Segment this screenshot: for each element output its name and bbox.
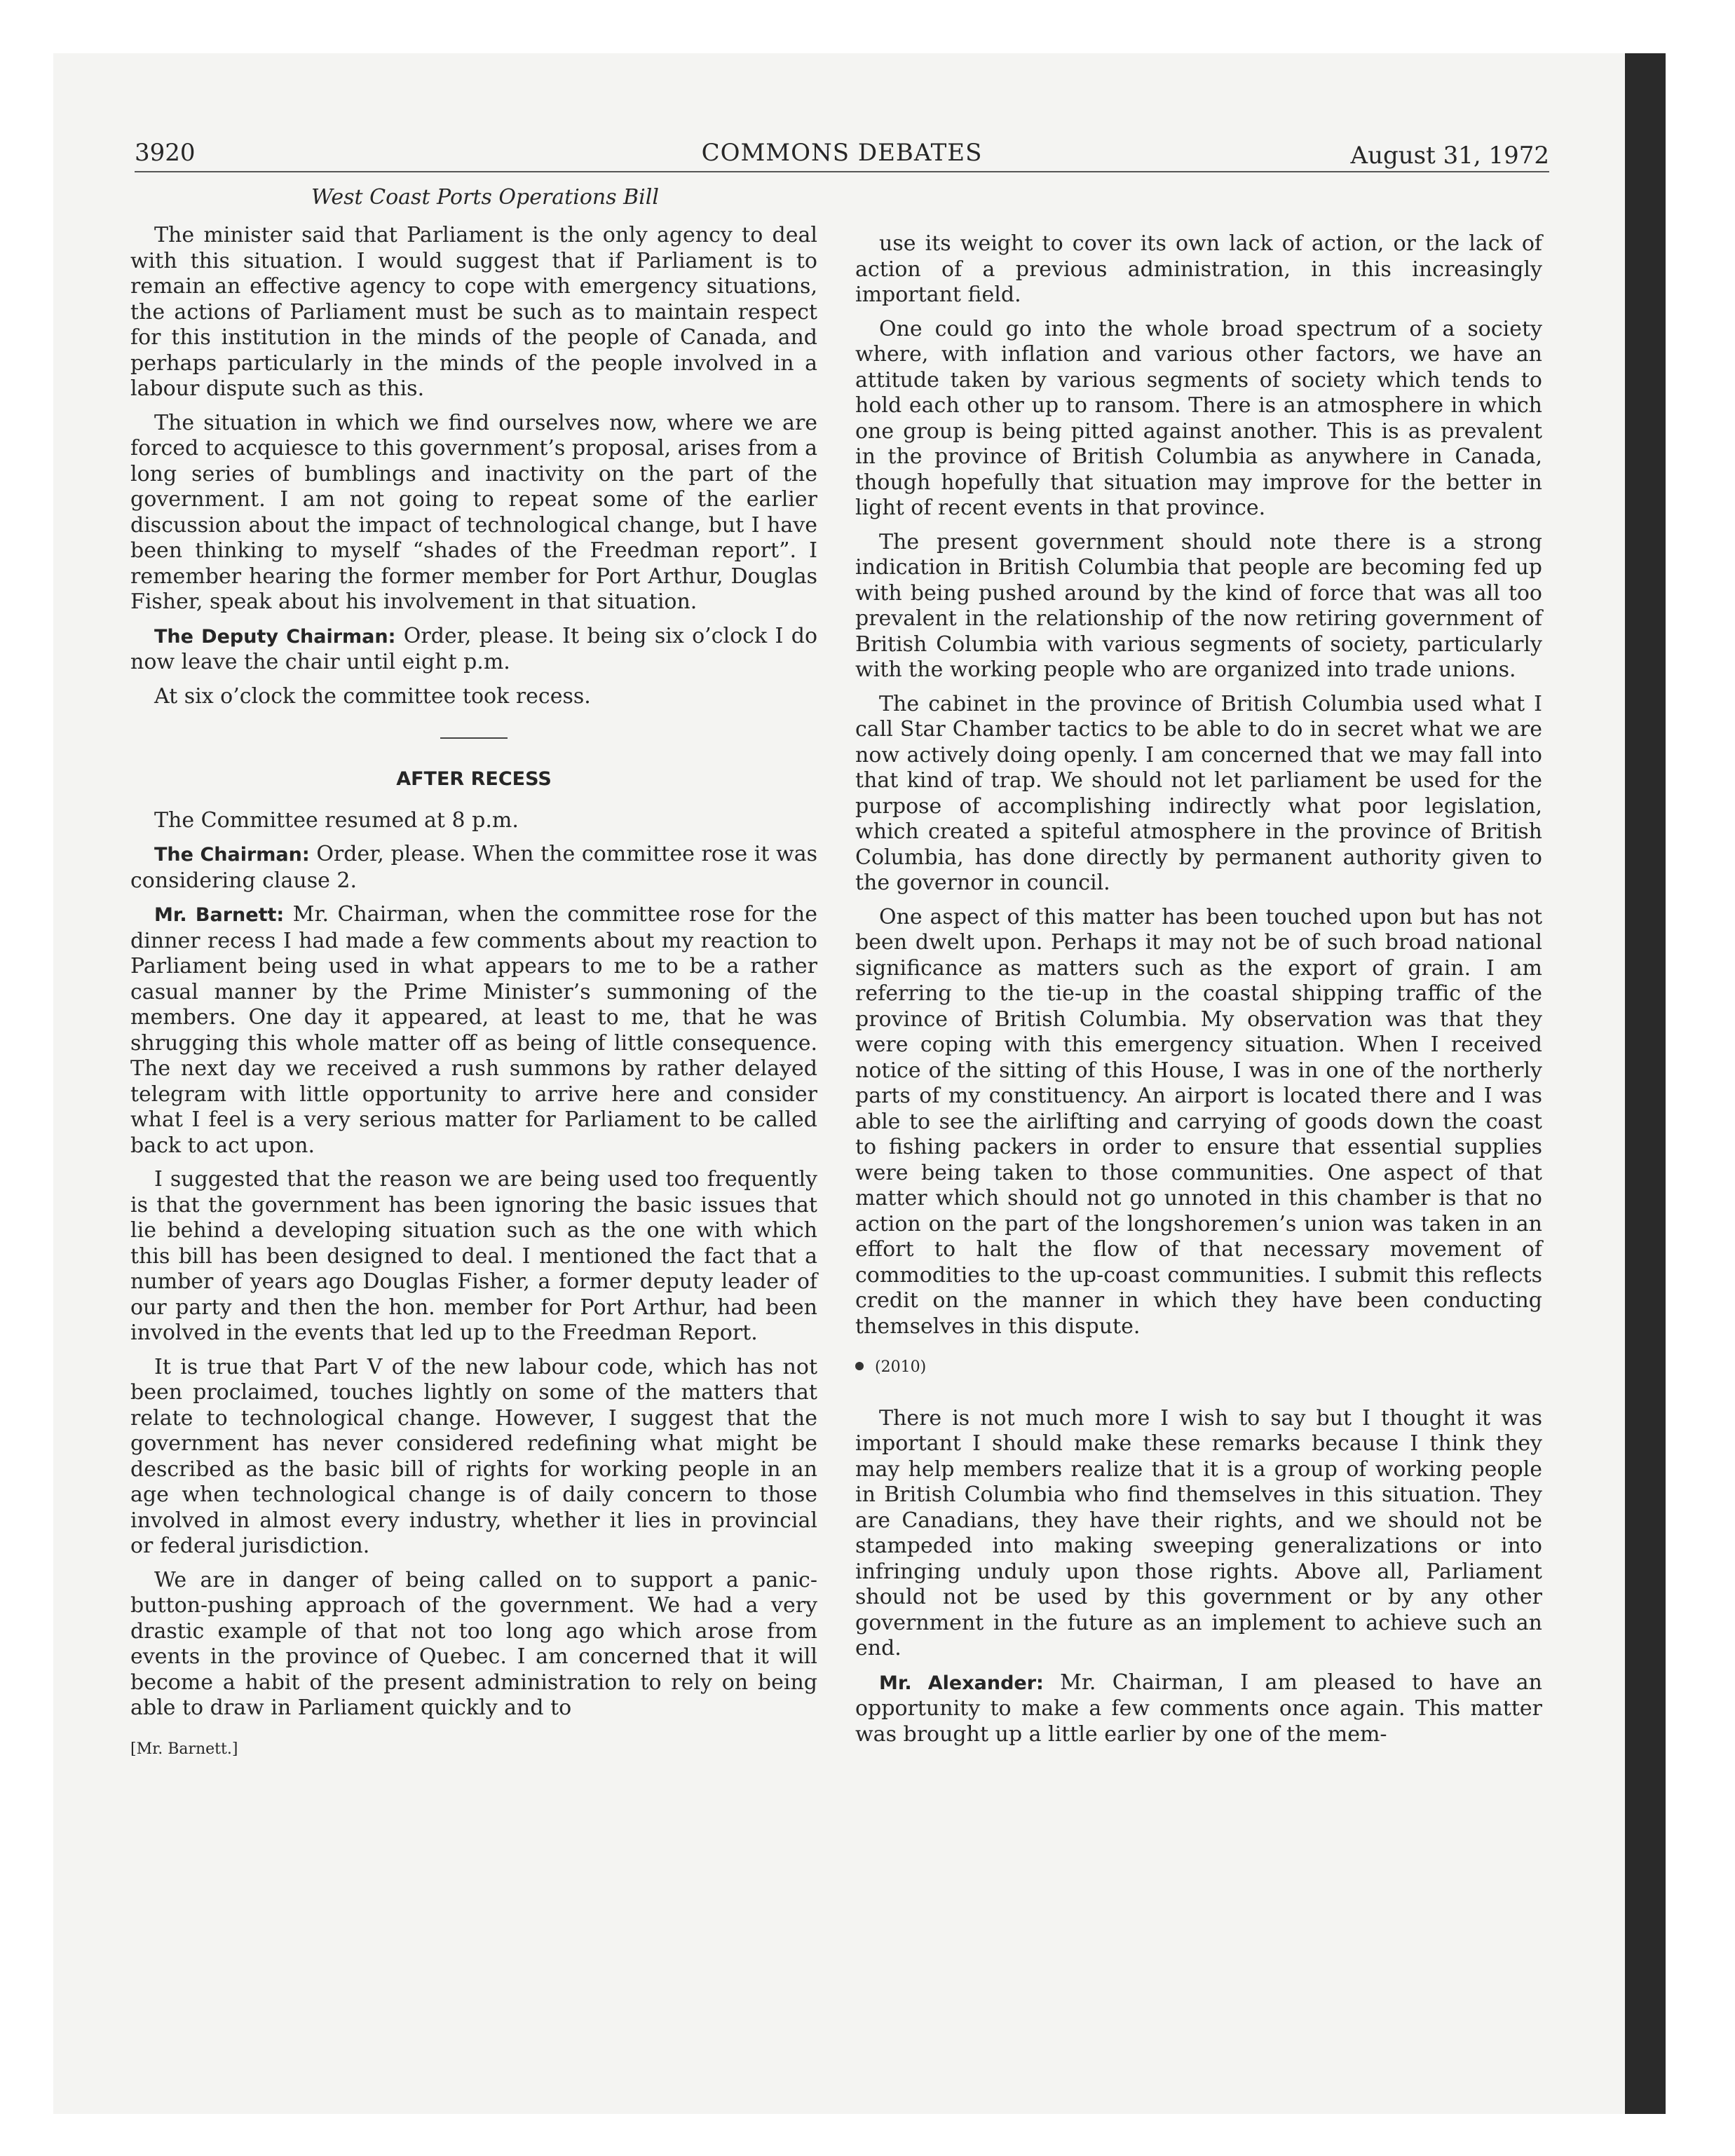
paragraph: I suggested that the reason we are being used too frequently is that the government has been ignoring the basic issues that lie behind a developing situation such as the one with which this bill has been designed to deal. I mentioned the fact that a number of years ago Douglas Fisher, a former deputy leader of our party and then the hon. member for Port Arthur, had been involved in the events that led up to the Freedman Report. (130, 1167, 817, 1345)
page-date: August 31, 1972 (1350, 142, 1549, 170)
section-heading: AFTER RECESS (396, 768, 552, 790)
speaker-footnote: [Mr. Barnett.] (130, 1740, 238, 1758)
right-column (855, 231, 1542, 1756)
paragraph (130, 624, 817, 676)
speaker-name: The Chairman: (154, 844, 310, 866)
paragraph: The minister said that Parliament is the only agency to deal with this situation. I would suggest that if Parliament is to remain an effective agency to cope with emergency situations, the actions of Parliament must be such as to maintain respect for this institution in the minds of the people of Canada, and perhaps particularly in the minds of the people involved in a labour dispute such as this. (130, 223, 817, 401)
paragraph: One could go into the whole broad spectrum of a society where, with inflation and various other factors, we have an attitude taken by various segments of society which tends to hold each other up to ransom. There is an atmosphere in which one group is being pitted against another. This is as prevalent in the province of British Columbia as anywhere in Canada, though hopefully that situation may improve for the better in light of recent events in that province. (855, 316, 1542, 520)
publication-title: COMMONS DEBATES (701, 139, 983, 167)
paragraph: The cabinet in the province of British Columbia used what I call Star Chamber tactics to be able to do in secret what we are now actively doing openly. I am concerned that we may fall into that kind of trap. We should not let parliament be used for the purpose of accomplishing indirectly what poor legislation, which created a spiteful atmosphere in the province of British Columbia, has done directly by permanent authority given to the governor in council. (855, 691, 1542, 895)
scan-edge-bar (1625, 53, 1666, 2114)
paragraph (130, 902, 817, 1159)
time-marker-text: (2010) (875, 1358, 927, 1376)
left-column (130, 223, 817, 1762)
section-divider (440, 737, 508, 739)
paragraph (855, 1670, 1542, 1748)
paragraph: The present government should note there is a strong indication in British Columbia that people are becoming fed up with being pushed around by the kind of force that was all too prevalent in the relationship of the now retiring government of British Columbia with various segments of society, particularly with the working people who are organized into trade unions. (855, 529, 1542, 682)
running-title: West Coast Ports Operations Bill (311, 185, 659, 210)
paragraph: There is not much more I wish to say but I thought it was important I should make these remarks because I think they may help members realize that it is a group of working people in British Columbia who find themselves in this situation. They are Canadians, they have their rights, and we should not be stampeded into making sweeping generalizations or into infringing unduly upon those rights. Above all, Parliament should not be used by this government or by any other government in the future as an implement to achieve such an end. (855, 1405, 1542, 1660)
paragraph: use its weight to cover its own lack of action, or the lack of action of a previous administration, in this increasingly important field. (855, 231, 1542, 307)
speaker-name: Mr. Alexander: (879, 1672, 1044, 1694)
speech-text: Mr. Chairman, I am pleased to have an opportunity to make a few comments once again. This matter was brought up a little earlier by one of the mem- (855, 1670, 1542, 1747)
page-header (135, 137, 1549, 172)
paragraph: The Committee resumed at 8 p.m. (154, 807, 519, 833)
speech-text: Order, please. When the committee rose it was considering clause 2. (130, 842, 817, 893)
time-marker (855, 1355, 1542, 1381)
paragraph (130, 842, 817, 894)
paragraph: We are in danger of being called on to support a panic-button-pushing approach of the government. We had a very drastic example of that not too long ago which arose from events in the province of Quebec. I am concerned that it will become a habit of the present administration to rely on being able to draw in Parliament quickly and to (130, 1567, 817, 1720)
speech-text: Mr. Chairman, when the committee rose for the dinner recess I had made a few comments about my reaction to Parliament being used in what appears to me to be a rather casual manner by the Prime Minister’s summoning of the members. One day it appeared, at least to me, that he was shrugging this whole matter off as being of little consequence. The next day we received a rush summons by rather delayed telegram with little opportunity to arrive here and consider what I feel is a very serious matter for Parliament to be called back to act upon. (130, 902, 817, 1158)
paragraph: One aspect of this matter has been touched upon but has not been dwelt upon. Perhaps it may not be of such broad national significance as matters such as the export of grain. I am referring to the tie-up in the coastal shipping traffic of the province of British Columbia. My observation was that they were coping with this emergency situation. When I received notice of the sitting of this House, I was in one of the northerly parts of my constituency. An airport is located there and I was able to see the airlifting and carrying of goods down the coast to fishing packers in order to ensure that essential supplies were being taken to those communities. One aspect of that matter which should not go unnoted in this chamber is that no action on the part of the longshoremen’s union was taken in an effort to halt the flow of that necessary movement of commodities to the up-coast communities. I submit this reflects credit on the manner in which they have been conducting themselves in this dispute. (855, 904, 1542, 1339)
speaker-name: The Deputy Chairman: (154, 625, 396, 648)
page-number: 3920 (135, 139, 196, 167)
bullet-icon (855, 1362, 864, 1370)
speech-text: Order, please. It being six o’clock I do now leave the chair until eight p.m. (130, 623, 818, 674)
paragraph: At six o’clock the committee took recess. (154, 683, 591, 709)
speaker-name: Mr. Barnett: (154, 904, 285, 926)
paragraph: The situation in which we find ourselves now, where we are forced to acquiesce to this government’s proposal, arises from a long series of bumblings and inactivity on the part of the government. I am not going to repeat some of the earlier discussion about the impact of technological change, but I have been thinking to myself “shades of the Freedman report”. I remember hearing the former member for Port Arthur, Douglas Fisher, speak about his involvement in that situation. (130, 410, 817, 614)
paragraph: It is true that Part V of the new labour code, which has not been proclaimed, touches lightly on some of the matters that relate to technological change. However, I suggest that the government has never considered redefining what might be described as the basic bill of rights for working people in an age when technological change is of daily concern to those involved in almost every industry, whether it lies in provincial or federal jurisdiction. (130, 1354, 817, 1558)
